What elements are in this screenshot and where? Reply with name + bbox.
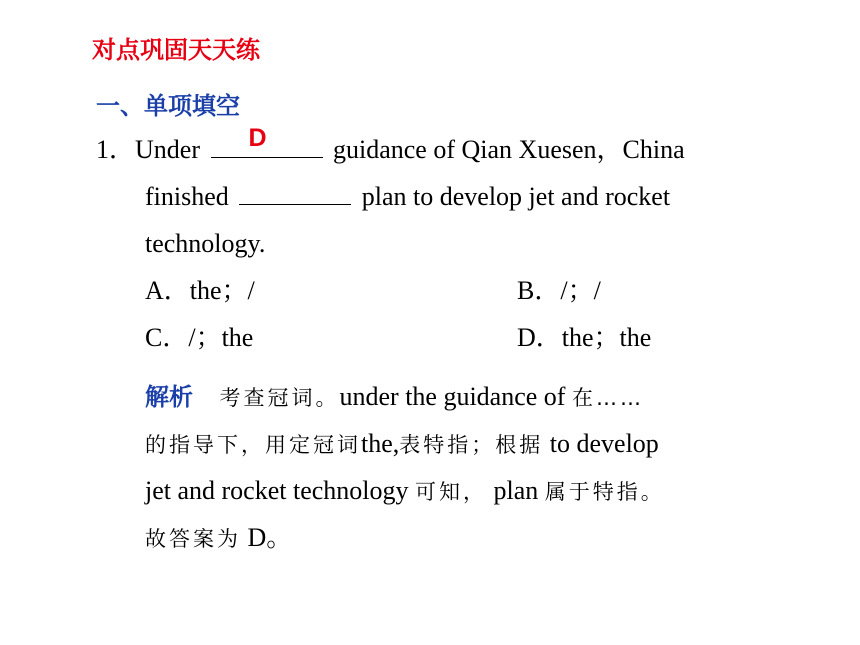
analysis-label: 解析	[145, 383, 193, 411]
analysis-text: 在……	[571, 386, 644, 410]
question-text-after-blank-2: plan to develop jet and rocket	[361, 182, 671, 211]
question-line-3: technology.	[145, 229, 266, 258]
analysis-line-1	[145, 373, 644, 422]
option-c: C．/；the	[145, 323, 254, 352]
analysis-text: 的指导下，用定冠词	[145, 433, 361, 457]
question-text-before-blank-1: Under	[135, 135, 200, 164]
answer-blank-1	[211, 124, 323, 158]
analysis-line-2	[145, 420, 659, 469]
analysis-text: 属于特指。	[544, 480, 665, 504]
question-line-2	[145, 173, 670, 220]
analysis-text: the,	[361, 429, 400, 458]
option-b: B．/；/	[517, 276, 601, 305]
question-line-1	[96, 126, 685, 173]
question-text-after-blank-1: guidance of Qian Xuesen，China	[333, 135, 685, 164]
analysis-text: 表特指；根据	[399, 433, 544, 457]
option-d: D．the；the	[517, 323, 652, 352]
analysis-text: 可知，	[415, 480, 488, 504]
question-text-before-blank-2: finished	[145, 182, 229, 211]
question-number: 1．	[96, 135, 136, 164]
analysis-text: D。	[247, 523, 293, 552]
answer-mark: D	[248, 124, 267, 152]
analysis-line-3	[145, 467, 665, 516]
section-title: 对点巩固天天练	[92, 36, 260, 64]
analysis-text: jet and rocket technology	[145, 476, 409, 505]
analysis-text: plan	[493, 476, 539, 505]
analysis-line-4	[145, 514, 292, 563]
analysis-text: 故答案为	[145, 527, 241, 551]
subsection-title: 一、单项填空	[96, 92, 240, 120]
analysis-text: under the guidance of	[339, 382, 566, 411]
analysis-text: to develop	[549, 429, 659, 458]
answer-blank-2	[239, 180, 351, 205]
analysis-text: 考查冠词。	[219, 386, 340, 410]
option-a: A．the；/	[145, 276, 255, 305]
